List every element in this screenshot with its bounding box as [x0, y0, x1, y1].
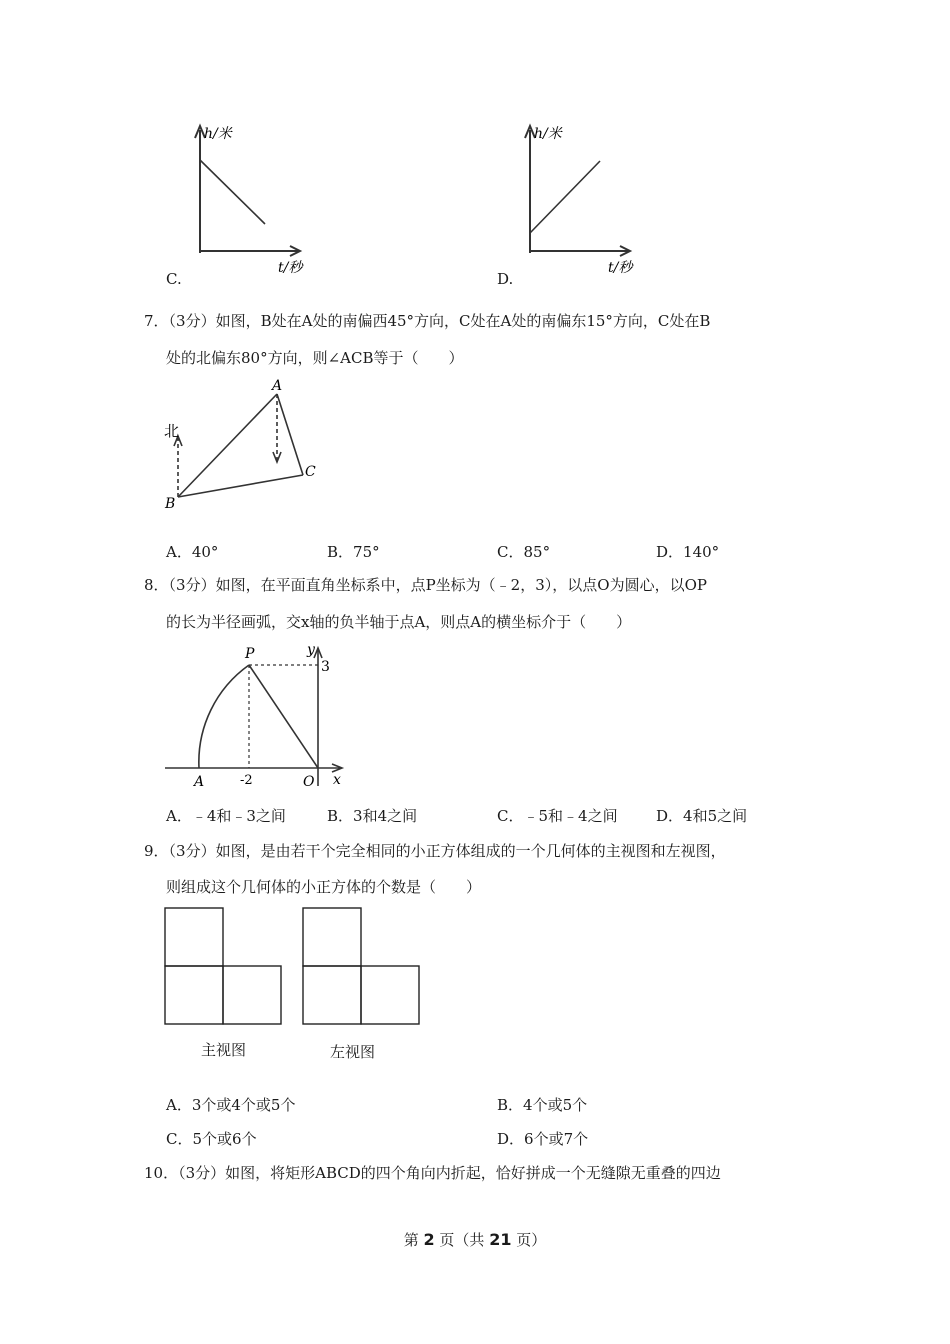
q7-text-line2: 处的北偏东80°方向，则∠ACB等于（ ）	[166, 349, 464, 367]
q8-segment-op	[249, 665, 318, 768]
page-footer	[0, 1229, 950, 1250]
q8-label-p: P	[245, 646, 255, 662]
footer-post: 页）	[516, 1231, 547, 1249]
q7-label-a: A	[272, 378, 283, 394]
graph-c-line	[200, 160, 265, 224]
q7-text-line1: 7．（3分）如图，B处在A处的南偏西45°方向，C处在A处的南偏东15°方向，C处在B	[144, 312, 711, 330]
q8-option-b: B．3和4之间	[327, 807, 418, 825]
q9-left-square-top	[303, 908, 361, 966]
graph-d-ylabel: h/米	[534, 126, 562, 142]
q9-front-view-label: 主视图	[201, 1041, 247, 1059]
graph-d	[490, 118, 650, 283]
footer-page-number: 2	[423, 1230, 435, 1249]
graph-d-xlabel: t/秒	[608, 260, 633, 276]
q9-option-b: B．4个或5个	[497, 1096, 588, 1114]
q7-option-b: B．75°	[327, 543, 380, 561]
q8-option-d: D．4和5之间	[656, 807, 748, 825]
graph-c-xlabel: t/秒	[278, 260, 303, 276]
q9-left-square-bottom-left	[303, 966, 361, 1024]
graph-d-option: D.	[497, 270, 514, 288]
q10-text-line1: 10．（3分）如图，将矩形ABCD的四个角向内折起，恰好拼成一个无缝隙无重叠的四边	[144, 1164, 721, 1182]
q9-option-a: A．3个或4个或5个	[166, 1096, 296, 1114]
footer-total-pages: 21	[489, 1230, 512, 1249]
graph-c-ylabel: h/米	[204, 126, 232, 142]
q9-front-view	[163, 906, 285, 1028]
footer-mid: 页（共	[439, 1231, 485, 1249]
q9-front-square-bottom-left	[165, 966, 223, 1024]
q8-figure	[160, 638, 360, 798]
q9-option-d: D．6个或7个	[497, 1130, 589, 1148]
q9-front-square-top	[165, 908, 223, 966]
q7-edge-ac	[277, 394, 303, 475]
graph-c-option: C.	[166, 270, 182, 288]
footer-pre: 第	[403, 1231, 419, 1249]
q8-label-a: A	[194, 774, 205, 790]
q9-text-line1: 9．（3分）如图，是由若干个完全相同的小正方体组成的一个几何体的主视图和左视图，	[144, 842, 726, 860]
q7-figure	[155, 372, 335, 517]
q8-label-neg2: -2	[240, 773, 253, 788]
graph-d-line	[530, 161, 600, 233]
q8-label-o: O	[303, 774, 315, 790]
q7-label-b: B	[165, 496, 176, 512]
q8-label-y: y	[307, 642, 315, 658]
q9-option-c: C．5个或6个	[166, 1130, 257, 1148]
q8-label-3: 3	[321, 659, 330, 675]
q8-option-c: C．﹣5和﹣4之间	[497, 807, 618, 825]
q8-text-line2: 的长为半径画弧，交x轴的负半轴于点A，则点A的横坐标介于（ ）	[166, 613, 632, 631]
graph-c	[160, 118, 320, 283]
q7-label-c: C	[305, 464, 316, 480]
q8-text-line1: 8．（3分）如图，在平面直角坐标系中，点P坐标为（﹣2，3），以点O为圆心，以OP	[144, 576, 707, 594]
q7-option-a: A．40°	[166, 543, 219, 561]
q9-text-line2: 则组成这个几何体的小正方体的个数是（ ）	[166, 878, 482, 896]
q9-left-view-label: 左视图	[330, 1043, 376, 1061]
q7-option-c: C．85°	[497, 543, 551, 561]
q8-option-a: A．﹣4和﹣3之间	[166, 807, 286, 825]
q7-label-north: 北	[164, 422, 180, 440]
q9-left-view	[301, 906, 423, 1028]
q8-arc	[199, 665, 249, 768]
q9-front-square-bottom-right	[223, 966, 281, 1024]
q9-left-square-bottom-right	[361, 966, 419, 1024]
q7-option-d: D．140°	[656, 543, 720, 561]
q8-label-x: x	[333, 772, 341, 788]
